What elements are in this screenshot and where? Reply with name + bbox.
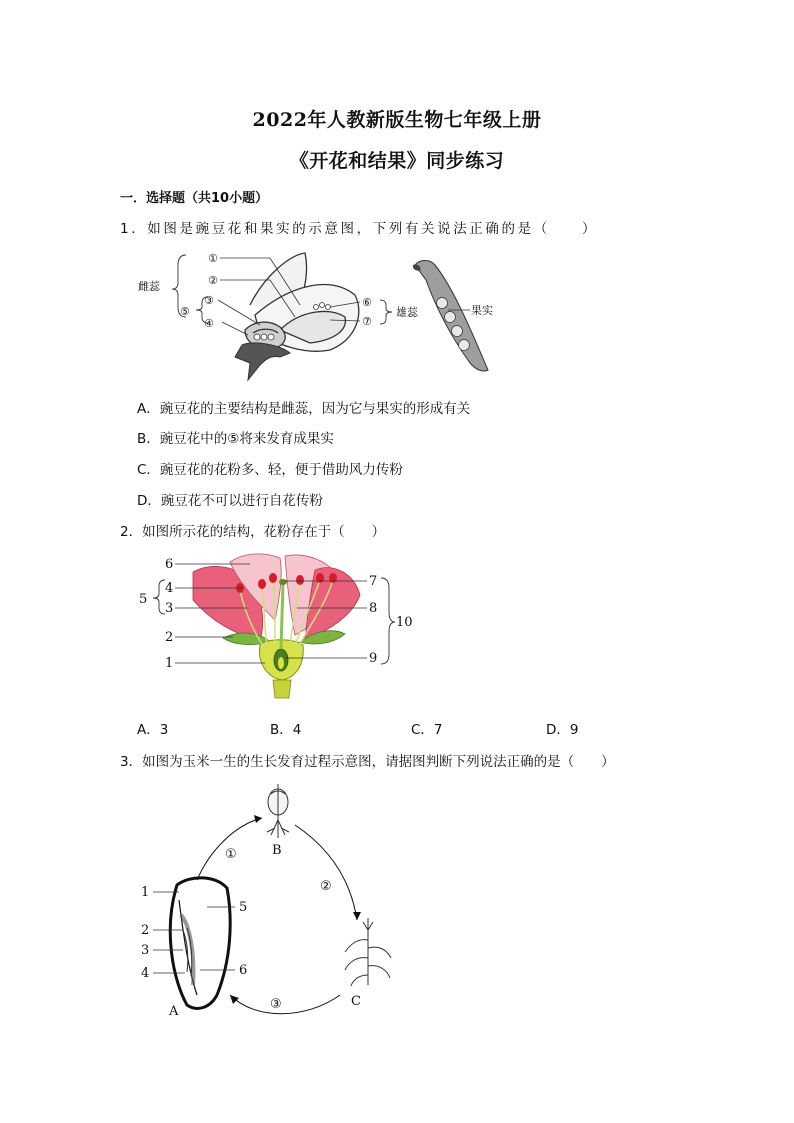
q1-pea-flower-figure <box>130 245 550 385</box>
question-2-stem: 2．如图所示花的结构，花粉存在于（ ） <box>120 524 386 540</box>
seed-label-1: 1 <box>141 885 150 900</box>
marker-7: ⑦ <box>362 315 372 328</box>
pistil-label: 雌蕊 <box>138 280 160 293</box>
step-label-2: ② <box>320 879 332 894</box>
q2-label-3: 3 <box>165 601 174 616</box>
corn-plant-drawing <box>345 918 391 986</box>
marker-6: ⑥ <box>362 296 372 309</box>
q2-label-6: 6 <box>165 557 174 572</box>
stamen-label: 雄蕊 <box>396 306 418 319</box>
marker-5: ⑤ <box>180 305 190 318</box>
doc-title-line1: 2022年人教新版生物七年级上册 <box>252 109 542 131</box>
marker-4: ④ <box>204 317 214 330</box>
q1-option-a[interactable]: A．豌豆花的主要结构是雌蕊，因为它与果实的形成有关 <box>137 401 471 417</box>
q1-option-b[interactable]: B．豌豆花中的⑤将来发育成果实 <box>137 431 334 447</box>
stage-label-b: B <box>272 843 282 858</box>
stage-label-c: C <box>351 994 361 1009</box>
q2-label-2: 2 <box>165 630 174 645</box>
q1-option-c[interactable]: C．豌豆花的花粉多、轻，便于借助风力传粉 <box>137 462 403 478</box>
doc-title-line2: 《开花和结果》同步练习 <box>289 150 505 172</box>
seed-label-5: 5 <box>239 900 248 915</box>
question-1-stem: 1．如图是豌豆花和果实的示意图，下列有关说法正确的是（ ） <box>120 221 599 237</box>
seed-label-6: 6 <box>239 963 248 978</box>
question-3-stem: 3．如图为玉米一生的生长发育过程示意图，请据图判断下列说法正确的是（ ） <box>120 754 615 770</box>
seed-label-4: 4 <box>141 966 150 981</box>
corn-seed-drawing <box>170 878 230 1009</box>
q2-label-10: 10 <box>396 615 413 630</box>
q1-option-d[interactable]: D．豌豆花不可以进行自花传粉 <box>137 493 323 509</box>
pea-sepal <box>235 343 290 380</box>
q2-label-9: 9 <box>369 651 378 666</box>
q2-flower-figure <box>135 550 415 700</box>
stage-label-a: A <box>169 1004 179 1019</box>
q2-label-7: 7 <box>369 574 378 589</box>
section-heading: 一．选择题（共10小题） <box>120 191 269 206</box>
q3-corn-lifecycle-figure <box>135 780 415 1025</box>
corn-seedling-drawing <box>267 784 289 838</box>
fruit-label: 果实 <box>471 304 493 317</box>
q2-label-8: 8 <box>369 601 378 616</box>
q2-option-d[interactable]: D．9 <box>546 722 579 738</box>
flower-drawing <box>193 554 360 698</box>
seed-label-3: 3 <box>141 943 150 958</box>
q2-option-b[interactable]: B．4 <box>270 722 302 738</box>
seed-label-2: 2 <box>141 923 150 938</box>
q2-label-4: 4 <box>165 581 174 596</box>
q2-label-5: 5 <box>139 592 148 607</box>
step-label-1: ① <box>225 847 237 862</box>
marker-1: ① <box>208 252 218 265</box>
q2-label-1: 1 <box>165 656 174 671</box>
marker-2: ② <box>208 274 218 287</box>
q2-option-a[interactable]: A．3 <box>137 722 169 738</box>
marker-3: ③ <box>204 294 214 307</box>
q2-option-c[interactable]: C．7 <box>411 722 443 738</box>
step-label-3: ③ <box>270 997 282 1012</box>
